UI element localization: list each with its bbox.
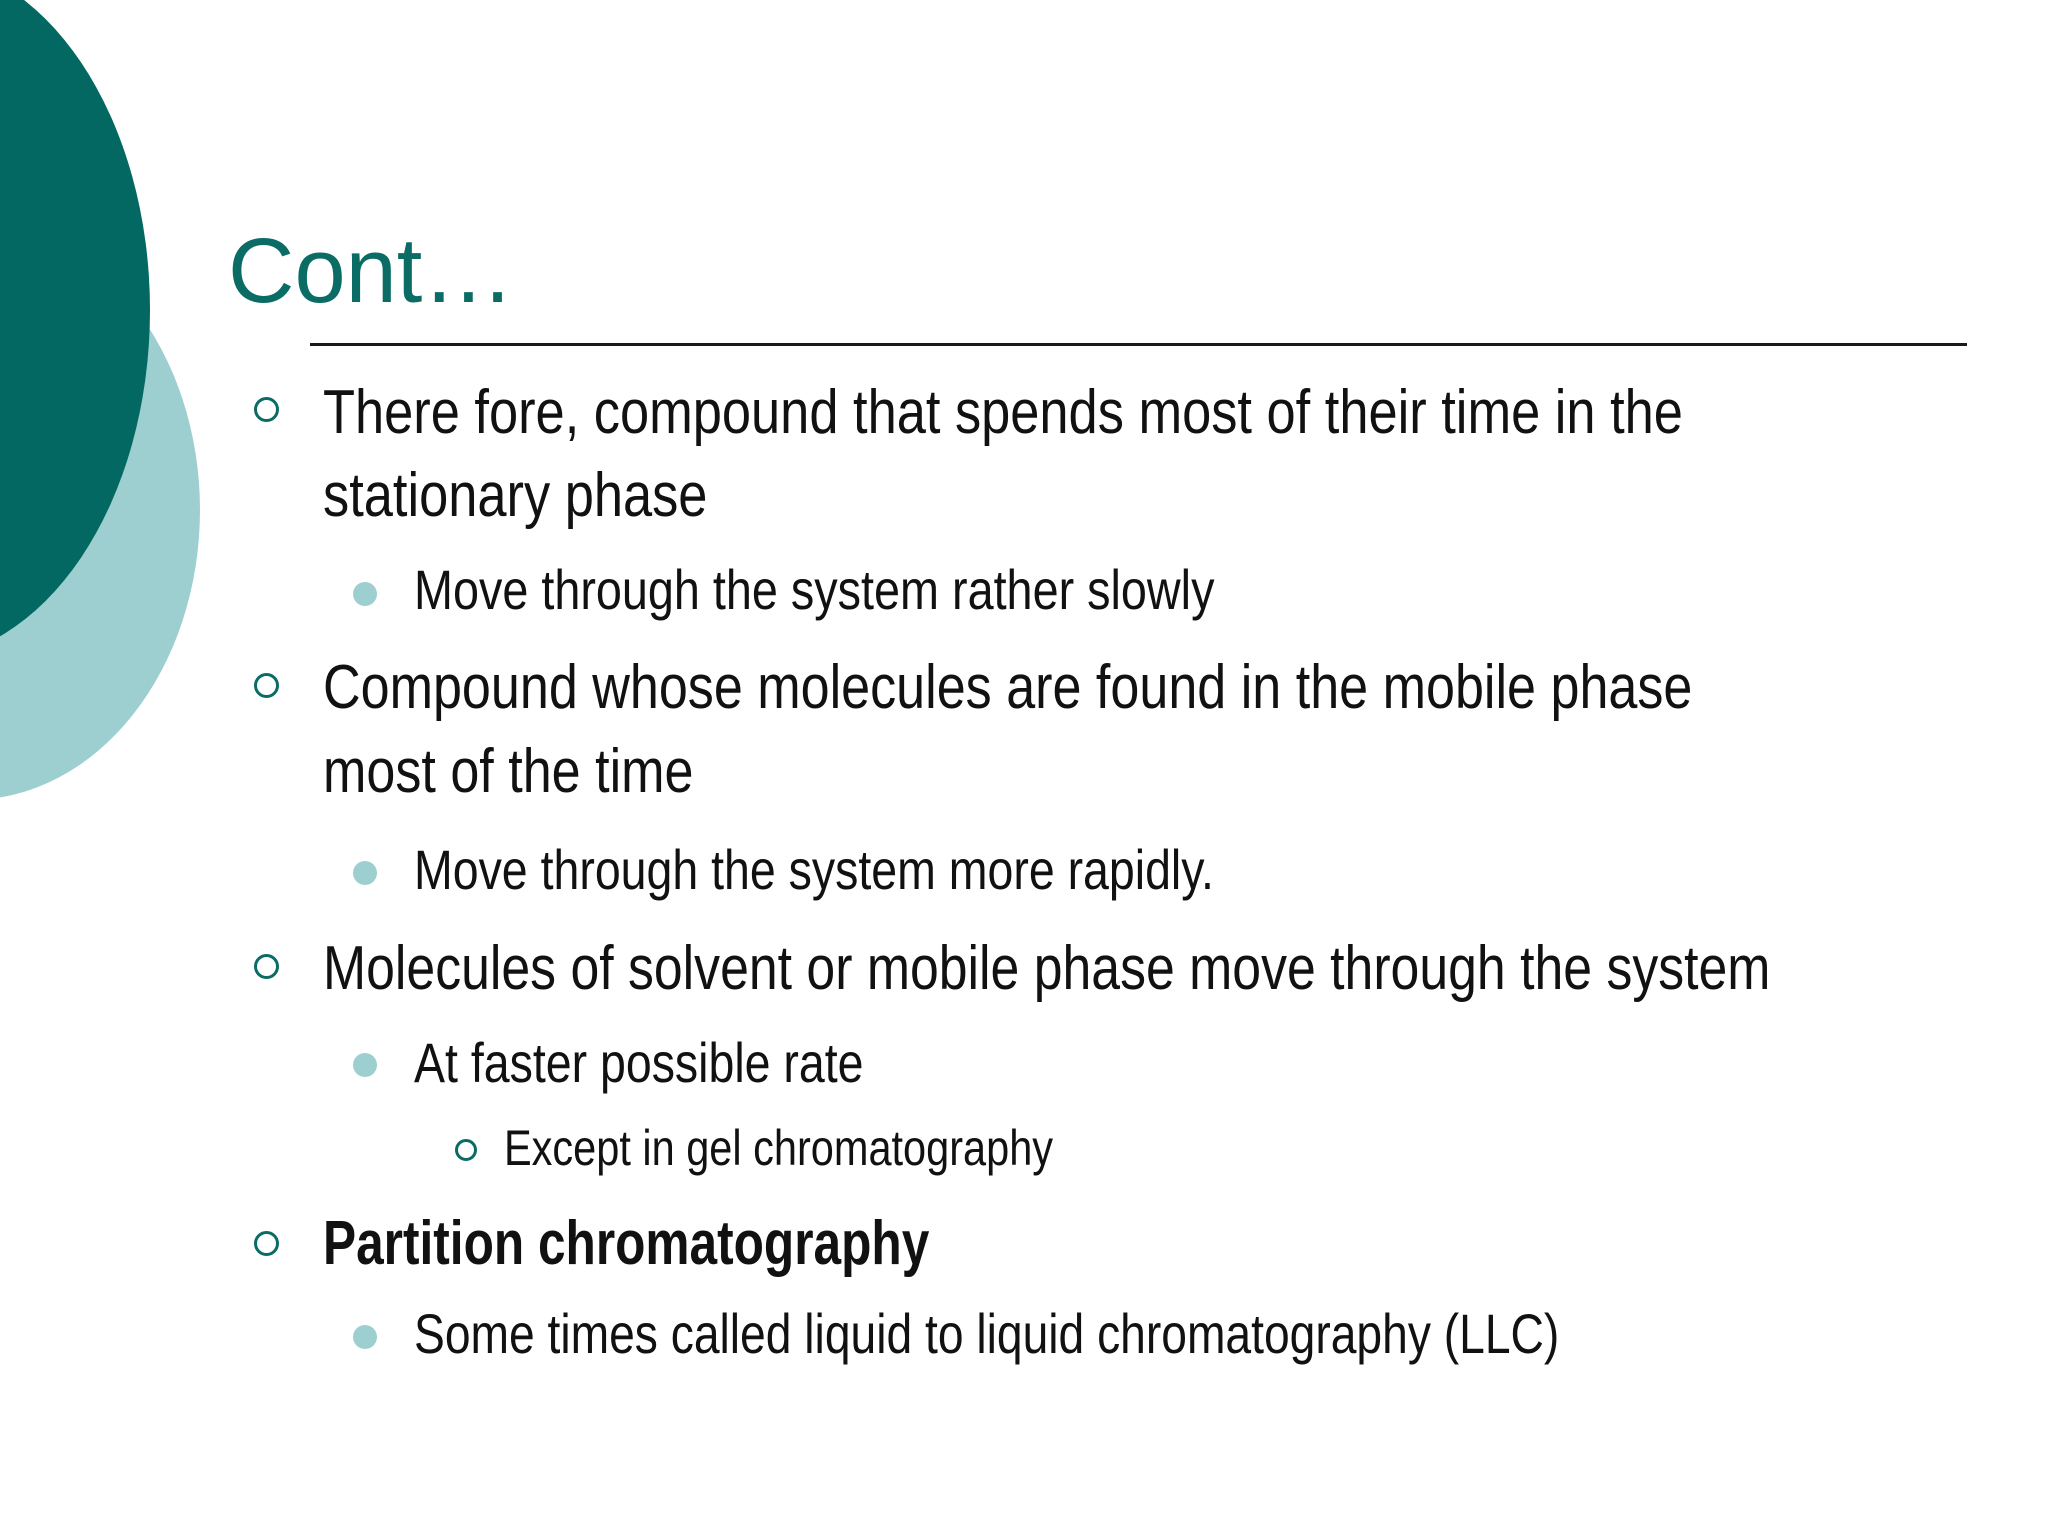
hollow-circle-bullet-icon (254, 397, 279, 422)
bullet-text: There fore, compound that spends most of their time in the (323, 378, 1683, 447)
hollow-circle-bullet-icon (455, 1139, 477, 1161)
sub-bullet-text: Some times called liquid to liquid chromatography (LLC) (414, 1302, 1560, 1365)
bullet-text: stationary phase (323, 461, 708, 530)
filled-dot-bullet-icon (353, 1325, 377, 1349)
filled-dot-bullet-icon (353, 582, 377, 606)
filled-dot-bullet-icon (353, 1053, 377, 1077)
bullet-text: Molecules of solvent or mobile phase move through the system (323, 934, 1771, 1003)
bullet-text: Compound whose molecules are found in the mobile phase (323, 653, 1693, 722)
hollow-circle-bullet-icon (254, 673, 279, 698)
sub-bullet-text: Move through the system rather slowly (414, 558, 1215, 621)
title-underline (310, 343, 1967, 346)
bullet-text-bold: Partition chromatography (323, 1209, 930, 1278)
hollow-circle-bullet-icon (254, 1231, 279, 1256)
filled-dot-bullet-icon (353, 861, 377, 885)
sub-sub-bullet-text: Except in gel chromatography (504, 1120, 1054, 1176)
slide-title: Cont… (228, 220, 515, 322)
bullet-text: most of the time (323, 737, 694, 806)
sub-bullet-text: Move through the system more rapidly. (414, 838, 1214, 901)
hollow-circle-bullet-icon (254, 954, 279, 979)
sub-bullet-text: At faster possible rate (414, 1031, 864, 1094)
